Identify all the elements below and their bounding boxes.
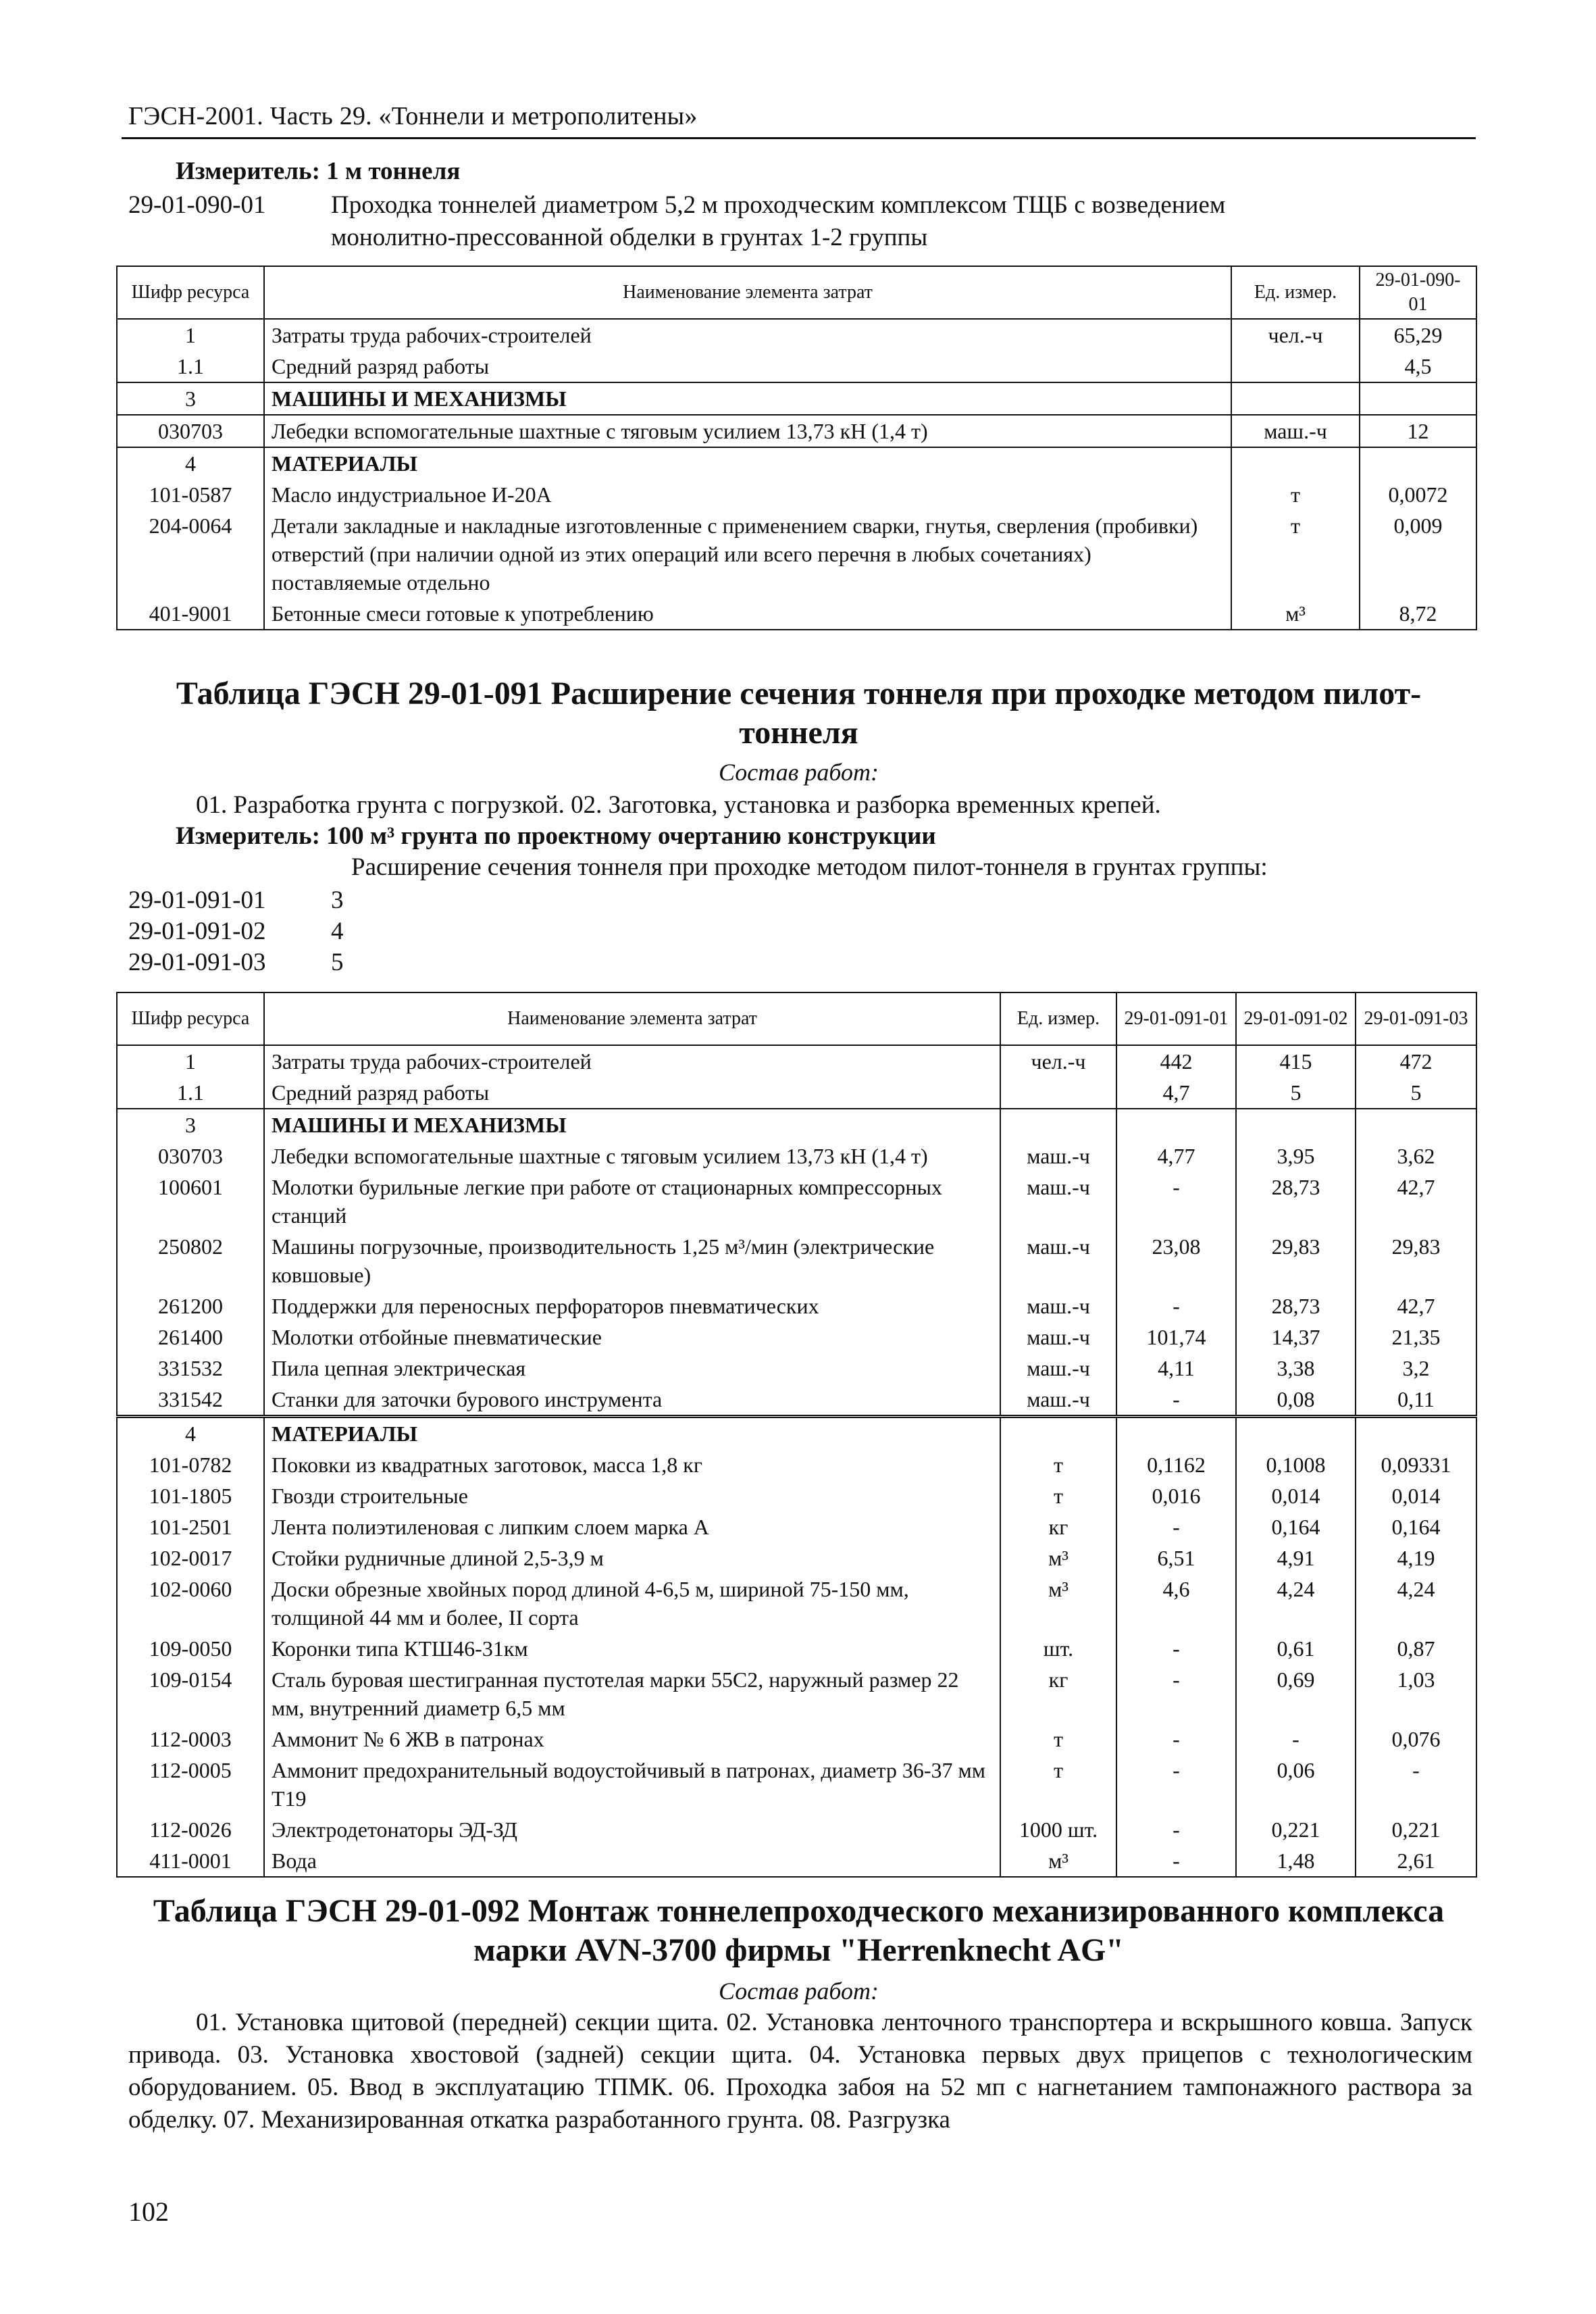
table-row <box>117 1077 1476 1109</box>
cell-value-3: 472 <box>1356 1045 1476 1077</box>
norm-soil-group: 3 <box>331 886 344 914</box>
table-row <box>117 510 1476 598</box>
cell-code: 4 <box>117 1417 264 1450</box>
table-row <box>117 479 1476 510</box>
meter-line: Измеритель: 1 м тоннеля <box>176 157 461 185</box>
cell-unit: т <box>1000 1755 1116 1814</box>
cell-value-2: 0,014 <box>1236 1480 1356 1511</box>
cell-code: 411-0001 <box>117 1845 264 1877</box>
cell-value-3: 0,164 <box>1356 1511 1476 1542</box>
cell-value-2: 28,73 <box>1236 1290 1356 1322</box>
cell-value-2: 0,1008 <box>1236 1449 1356 1480</box>
cell-name: Аммонит предохранительный водоустойчивый в патронах, диаметр 36-37 мм Т19 <box>264 1755 1000 1814</box>
resource-table-1 <box>116 266 1477 630</box>
cell-code: 1.1 <box>117 351 264 382</box>
cell-value-1: 4,6 <box>1116 1574 1236 1633</box>
cell-name: Аммонит № 6 ЖВ в патронах <box>264 1724 1000 1755</box>
cell-value-1: 0,009 <box>1360 510 1476 598</box>
table-row <box>117 1449 1476 1480</box>
cell-name: Затраты труда рабочих-строителей <box>264 319 1231 351</box>
cell-unit: м³ <box>1000 1574 1116 1633</box>
cell-value-3: 0,014 <box>1356 1480 1476 1511</box>
cell-code: 030703 <box>117 1140 264 1172</box>
cell-unit: т <box>1000 1449 1116 1480</box>
norm-code: 29-01-090-01 <box>128 191 266 219</box>
cell-unit: маш.-ч <box>1000 1140 1116 1172</box>
cell-name: Молотки отбойные пневматические <box>264 1322 1000 1353</box>
cell-value-2: 3,38 <box>1236 1353 1356 1384</box>
norm-text: Проходка тоннелей диаметром 5,2 м проходческим комплексом ТЩБ с возведением <box>331 191 1226 219</box>
cell-value-2 <box>1236 1417 1356 1450</box>
cell-value-1: 442 <box>1116 1045 1236 1077</box>
cell-name: Электродетонаторы ЭД-ЗД <box>264 1814 1000 1845</box>
cell-name: Лебедки вспомогательные шахтные с тяговым усилием 13,73 кН (1,4 т) <box>264 1140 1000 1172</box>
cell-unit: маш.-ч <box>1000 1384 1116 1417</box>
cell-name: Пила цепная электрическая <box>264 1353 1000 1384</box>
cell-code: 204-0064 <box>117 510 264 598</box>
table-title-line: тоннеля <box>739 715 858 751</box>
cell-name: Лента полиэтиленовая с липким слоем марка А <box>264 1511 1000 1542</box>
table-row <box>117 382 1476 415</box>
cell-value-1: 4,11 <box>1116 1353 1236 1384</box>
cell-value-3: 42,7 <box>1356 1290 1476 1322</box>
norm-line <box>128 191 1225 220</box>
cell-value-2: 0,164 <box>1236 1511 1356 1542</box>
cell-value-1: - <box>1116 1724 1236 1755</box>
cell-name: Сталь буровая шестигранная пустотелая марки 55С2, наружный размер 22 мм, внутренний диаметр 6,5 мм <box>264 1664 1000 1724</box>
cell-value-1 <box>1116 1417 1236 1450</box>
cell-value-3: 4,19 <box>1356 1542 1476 1574</box>
cell-unit: маш.-ч <box>1231 415 1360 447</box>
header-col-2: 29-01-091-02 <box>1236 992 1356 1045</box>
norms-intro: Расширение сечения тоннеля при проходке методом пилот-тоннеля в грунтах группы: <box>351 853 1268 881</box>
cell-name: Бетонные смеси готовые к употреблению <box>264 598 1231 630</box>
cell-unit: кг <box>1000 1511 1116 1542</box>
norm-soil-group: 4 <box>331 917 344 945</box>
norm-item <box>128 947 344 978</box>
header-col-3: 29-01-091-03 <box>1356 992 1476 1045</box>
table-row <box>117 1109 1476 1140</box>
table-row <box>117 1290 1476 1322</box>
cell-value-2: 0,69 <box>1236 1664 1356 1724</box>
header-code: Шифр ресурса <box>117 266 264 319</box>
table-row <box>117 1140 1476 1172</box>
table-row <box>117 1322 1476 1353</box>
cell-value-1: 0,0072 <box>1360 479 1476 510</box>
cell-unit: м³ <box>1000 1845 1116 1877</box>
cell-code: 261400 <box>117 1322 264 1353</box>
cell-value-3: 0,076 <box>1356 1724 1476 1755</box>
cell-value-1: 23,08 <box>1116 1231 1236 1290</box>
cell-name: Лебедки вспомогательные шахтные с тяговым усилием 13,73 кН (1,4 т) <box>264 415 1231 447</box>
cell-code: 112-0005 <box>117 1755 264 1814</box>
table-header-row <box>117 992 1476 1045</box>
cell-code: 331542 <box>117 1384 264 1417</box>
table-row <box>117 1172 1476 1231</box>
cell-name: Масло индустриальное И-20А <box>264 479 1231 510</box>
cell-code: 401-9001 <box>117 598 264 630</box>
cell-unit: маш.-ч <box>1000 1290 1116 1322</box>
norm-soil-group: 5 <box>331 949 344 976</box>
cell-name: МАШИНЫ И МЕХАНИЗМЫ <box>264 382 1231 415</box>
cell-name: МАШИНЫ И МЕХАНИЗМЫ <box>264 1109 1000 1140</box>
cell-value-1: 65,29 <box>1360 319 1476 351</box>
cell-value-1 <box>1360 447 1476 479</box>
cell-value-1: - <box>1116 1290 1236 1322</box>
cell-unit <box>1231 382 1360 415</box>
cell-unit <box>1000 1077 1116 1109</box>
cell-value-3: 4,24 <box>1356 1574 1476 1633</box>
cell-value-1: 0,016 <box>1116 1480 1236 1511</box>
table-row <box>117 1755 1476 1814</box>
cell-value-1: - <box>1116 1664 1236 1724</box>
cell-name: Поддержки для переносных перфораторов пневматических <box>264 1290 1000 1322</box>
cell-unit: маш.-ч <box>1000 1231 1116 1290</box>
table-title-line: Таблица ГЭСН 29-01-092 Монтаж тоннелепроходческого механизированного комплекса <box>153 1893 1445 1929</box>
norms-list <box>128 885 344 978</box>
cell-value-1: - <box>1116 1814 1236 1845</box>
cell-value-2: 4,91 <box>1236 1542 1356 1574</box>
cell-value-2: 28,73 <box>1236 1172 1356 1231</box>
cell-unit: т <box>1000 1480 1116 1511</box>
cell-value-1: 4,77 <box>1116 1140 1236 1172</box>
cell-value-3: 1,03 <box>1356 1664 1476 1724</box>
norm-item <box>128 885 344 916</box>
cell-value-3: 3,62 <box>1356 1140 1476 1172</box>
header-unit: Ед. измер. <box>1231 266 1360 319</box>
cell-code: 101-0587 <box>117 479 264 510</box>
header-code: Шифр ресурса <box>117 992 264 1045</box>
cell-name: Средний разряд работы <box>264 351 1231 382</box>
cell-unit: т <box>1231 479 1360 510</box>
cell-code: 101-0782 <box>117 1449 264 1480</box>
cell-code: 250802 <box>117 1231 264 1290</box>
table-row <box>117 1633 1476 1664</box>
header-col-1: 29-01-090-01 <box>1360 266 1476 319</box>
cell-code: 4 <box>117 447 264 479</box>
cell-code: 112-0026 <box>117 1814 264 1845</box>
norm-text-continued: монолитно-прессованной обделки в грунтах 1-2 группы <box>331 224 928 251</box>
cell-value-1: 8,72 <box>1360 598 1476 630</box>
cell-unit <box>1231 447 1360 479</box>
cell-code: 109-0050 <box>117 1633 264 1664</box>
cell-unit: чел.-ч <box>1000 1045 1116 1077</box>
cell-value-1: 12 <box>1360 415 1476 447</box>
cell-value-3 <box>1356 1109 1476 1140</box>
cell-code: 3 <box>117 382 264 415</box>
table-row <box>117 415 1476 447</box>
cell-code: 3 <box>117 1109 264 1140</box>
cell-name: Затраты труда рабочих-строителей <box>264 1045 1000 1077</box>
cell-value-3: 29,83 <box>1356 1231 1476 1290</box>
cell-unit <box>1000 1417 1116 1450</box>
cell-value-1: 6,51 <box>1116 1542 1236 1574</box>
cell-unit: маш.-ч <box>1000 1172 1116 1231</box>
cell-value-1: - <box>1116 1633 1236 1664</box>
cell-value-3: 3,2 <box>1356 1353 1476 1384</box>
cell-unit <box>1231 351 1360 382</box>
table-row <box>117 1511 1476 1542</box>
cell-value-1: - <box>1116 1845 1236 1877</box>
cell-value-1: - <box>1116 1172 1236 1231</box>
table-row <box>117 598 1476 630</box>
cell-name: МАТЕРИАЛЫ <box>264 447 1231 479</box>
cell-value-2: 0,221 <box>1236 1814 1356 1845</box>
cell-value-2: 4,24 <box>1236 1574 1356 1633</box>
header-name: Наименование элемента затрат <box>264 992 1000 1045</box>
cell-value-1: - <box>1116 1755 1236 1814</box>
header-name: Наименование элемента затрат <box>264 266 1231 319</box>
cell-value-2: 415 <box>1236 1045 1356 1077</box>
norm-code: 29-01-091-03 <box>128 949 266 976</box>
cell-value-3: - <box>1356 1755 1476 1814</box>
cell-value-3: 2,61 <box>1356 1845 1476 1877</box>
table-row <box>117 1045 1476 1077</box>
table-row <box>117 1542 1476 1574</box>
cell-value-3: 42,7 <box>1356 1172 1476 1231</box>
meter-line: Измеритель: 100 м³ грунта по проектному очертанию конструкции <box>176 822 936 850</box>
cell-code: 030703 <box>117 415 264 447</box>
table-title-line: Таблица ГЭСН 29-01-091 Расширение сечения тоннеля при проходке методом пилот- <box>176 676 1422 711</box>
cell-unit <box>1000 1109 1116 1140</box>
cell-name: Гвозди строительные <box>264 1480 1000 1511</box>
table-row <box>117 1353 1476 1384</box>
cell-value-3: 0,09331 <box>1356 1449 1476 1480</box>
table-row <box>117 447 1476 479</box>
cell-value-2: 0,61 <box>1236 1633 1356 1664</box>
cell-value-3: 0,11 <box>1356 1384 1476 1417</box>
cell-unit: маш.-ч <box>1000 1322 1116 1353</box>
cell-code: 112-0003 <box>117 1724 264 1755</box>
cell-value-2: 3,95 <box>1236 1140 1356 1172</box>
cell-code: 100601 <box>117 1172 264 1231</box>
cell-unit: чел.-ч <box>1231 319 1360 351</box>
cell-value-2: 0,06 <box>1236 1755 1356 1814</box>
cell-code: 1 <box>117 1045 264 1077</box>
works-text: 01. Установка щитовой (передней) секции щита. 02. Установка ленточного транспортера и вскрышного ковша. Запуск привода. 03. Установка хвостовой (задней) секции щита. 04. Установка первых двух прицепов с технологическим оборудованием. 05. Ввод в эксплуатацию ТПМК. 06. Проходка забоя на 52 мп с нагнетанием тампонажного раствора за обделку. 07. Механизированная откатка разработанного грунта. 08. Разгрузка <box>128 2009 1472 2134</box>
table-title-line: марки AVN-3700 фирмы "Herrenknecht AG" <box>473 1932 1124 1968</box>
cell-name: Молотки бурильные легкие при работе от стационарных компрессорных станций <box>264 1172 1000 1231</box>
cell-code: 102-0060 <box>117 1574 264 1633</box>
cell-name: Средний разряд работы <box>264 1077 1000 1109</box>
norm-code: 29-01-091-02 <box>128 917 266 945</box>
cell-name: Детали закладные и накладные изготовленные с применением сварки, гнутья, сверления (пробивки) отверстий (при наличии одной из этих операций или всего перечня в любых сочетаниях) поставляемые отдельно <box>264 510 1231 598</box>
table-row <box>117 1845 1476 1877</box>
cell-unit: м³ <box>1231 598 1360 630</box>
cell-value-3: 0,221 <box>1356 1814 1476 1845</box>
cell-unit: кг <box>1000 1664 1116 1724</box>
cell-value-2: 29,83 <box>1236 1231 1356 1290</box>
header-unit: Ед. измер. <box>1000 992 1116 1045</box>
cell-value-1: 4,5 <box>1360 351 1476 382</box>
cell-value-2: - <box>1236 1724 1356 1755</box>
cell-code: 101-2501 <box>117 1511 264 1542</box>
header-rule <box>122 137 1476 139</box>
cell-code: 101-1805 <box>117 1480 264 1511</box>
resource-table-2 <box>116 992 1477 1878</box>
cell-value-2: 1,48 <box>1236 1845 1356 1877</box>
cell-value-1: 101,74 <box>1116 1322 1236 1353</box>
cell-name: Поковки из квадратных заготовок, масса 1,8 кг <box>264 1449 1000 1480</box>
norm-item <box>128 916 344 947</box>
cell-value-2: 0,08 <box>1236 1384 1356 1417</box>
cell-unit: м³ <box>1000 1542 1116 1574</box>
running-header: ГЭСН-2001. Часть 29. «Тоннели и метрополитены» <box>128 102 698 130</box>
cell-code: 102-0017 <box>117 1542 264 1574</box>
cell-unit: 1000 шт. <box>1000 1814 1116 1845</box>
table-title <box>122 674 1476 753</box>
page-number: 102 <box>128 2196 169 2227</box>
cell-value-3 <box>1356 1417 1476 1450</box>
cell-value-3: 5 <box>1356 1077 1476 1109</box>
table-row <box>117 351 1476 382</box>
cell-value-1 <box>1360 382 1476 415</box>
cell-code: 1 <box>117 319 264 351</box>
table-row <box>117 1724 1476 1755</box>
table-row <box>117 1417 1476 1450</box>
cell-code: 331532 <box>117 1353 264 1384</box>
cell-value-3: 0,87 <box>1356 1633 1476 1664</box>
cell-unit: т <box>1000 1724 1116 1755</box>
cell-value-1: - <box>1116 1511 1236 1542</box>
norm-code: 29-01-091-01 <box>128 886 266 914</box>
cell-value-3: 21,35 <box>1356 1322 1476 1353</box>
table-header-row <box>117 266 1476 319</box>
cell-unit: т <box>1231 510 1360 598</box>
works-heading: Состав работ: <box>719 759 879 786</box>
cell-name: МАТЕРИАЛЫ <box>264 1417 1000 1450</box>
table-row <box>117 1231 1476 1290</box>
cell-name: Машины погрузочные, производительность 1,25 м³/мин (электрические ковшовые) <box>264 1231 1000 1290</box>
cell-name: Станки для заточки бурового инструмента <box>264 1384 1000 1417</box>
table-row <box>117 319 1476 351</box>
table-row <box>117 1384 1476 1417</box>
cell-value-2 <box>1236 1109 1356 1140</box>
cell-code: 261200 <box>117 1290 264 1322</box>
cell-value-1: - <box>1116 1384 1236 1417</box>
header-col-1: 29-01-091-01 <box>1116 992 1236 1045</box>
cell-value-1 <box>1116 1109 1236 1140</box>
table-row <box>117 1480 1476 1511</box>
cell-value-2: 5 <box>1236 1077 1356 1109</box>
cell-unit: шт. <box>1000 1633 1116 1664</box>
cell-name: Коронки типа КТШ46-31км <box>264 1633 1000 1664</box>
works-text: 01. Разработка грунта с погрузкой. 02. Заготовка, установка и разборка временных крепей. <box>196 791 1161 819</box>
cell-value-1: 4,7 <box>1116 1077 1236 1109</box>
cell-code: 1.1 <box>117 1077 264 1109</box>
cell-code: 109-0154 <box>117 1664 264 1724</box>
table-row <box>117 1664 1476 1724</box>
cell-name: Доски обрезные хвойных пород длиной 4-6,5 м, шириной 75-150 мм, толщиной 44 мм и более, II сорта <box>264 1574 1000 1633</box>
table-title <box>122 1892 1476 1970</box>
cell-value-1: 0,1162 <box>1116 1449 1236 1480</box>
table-row <box>117 1574 1476 1633</box>
cell-name: Стойки рудничные длиной 2,5-3,9 м <box>264 1542 1000 1574</box>
cell-value-2: 14,37 <box>1236 1322 1356 1353</box>
cell-unit: маш.-ч <box>1000 1353 1116 1384</box>
works-heading: Состав работ: <box>719 1978 879 2005</box>
cell-name: Вода <box>264 1845 1000 1877</box>
table-row <box>117 1814 1476 1845</box>
